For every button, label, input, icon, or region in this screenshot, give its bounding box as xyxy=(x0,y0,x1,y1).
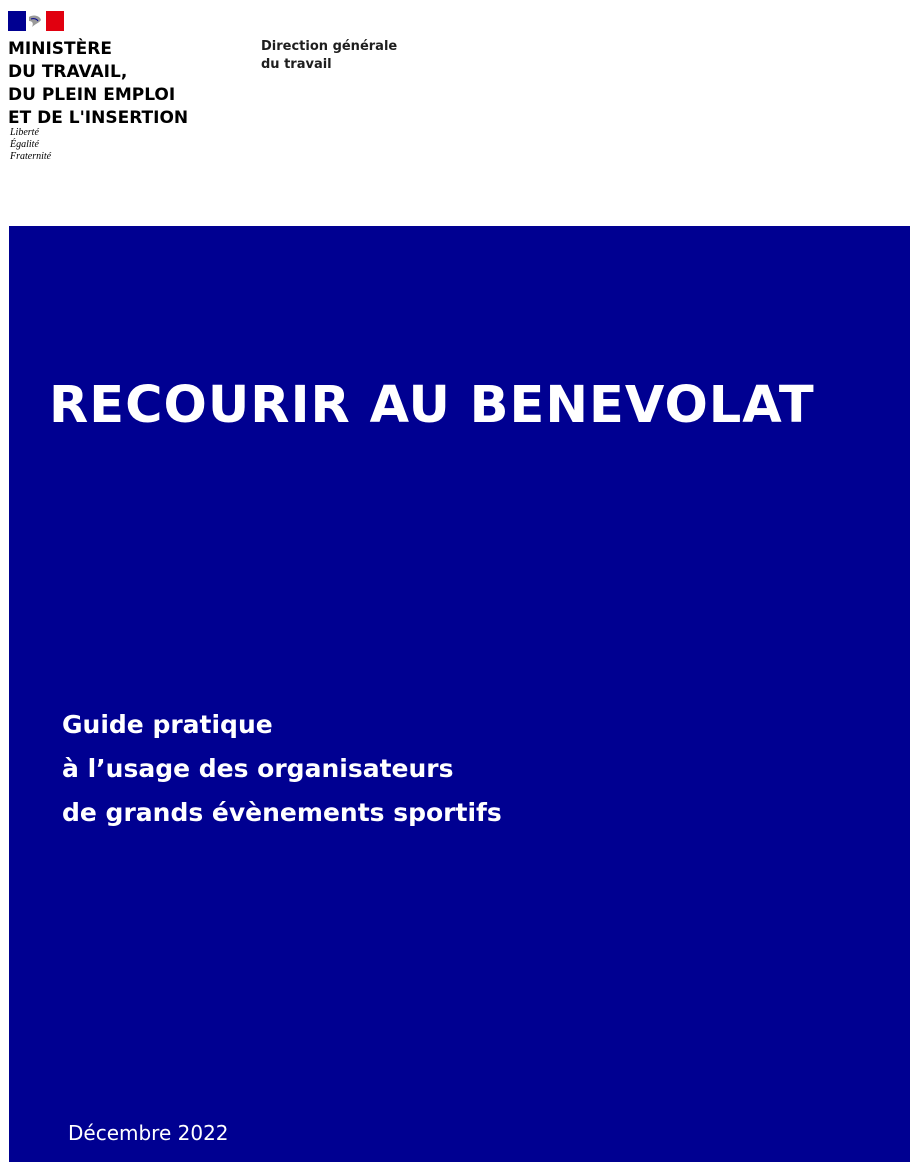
cover-title: RECOURIR AU BENEVOLAT xyxy=(49,376,815,435)
direction-line-1: Direction générale xyxy=(261,39,398,54)
cover-subtitle xyxy=(62,703,502,835)
subtitle-line-3: de grands évènements sportifs xyxy=(62,798,502,827)
motto-egalite: Égalité xyxy=(10,139,39,150)
subtitle-line-1: Guide pratique xyxy=(62,710,273,739)
motto-liberte: Liberté xyxy=(10,127,39,138)
document-header xyxy=(0,0,910,226)
marianne-flag-icon xyxy=(8,11,64,31)
motto-fraternite: Fraternité xyxy=(10,151,52,162)
ministry-name xyxy=(8,38,188,130)
ministry-line-2: DU TRAVAIL, xyxy=(8,62,128,82)
direction-name xyxy=(261,38,397,74)
subtitle-line-2: à l’usage des organisateurs xyxy=(62,754,454,783)
direction-line-2: du travail xyxy=(261,57,332,72)
republic-motto xyxy=(10,127,51,163)
cover-panel xyxy=(9,226,910,1162)
ministry-line-3: DU PLEIN EMPLOI xyxy=(8,85,176,105)
ministry-line-1: MINISTÈRE xyxy=(8,39,112,59)
ministry-line-4: ET DE L'INSERTION xyxy=(8,108,189,128)
publication-date: Décembre 2022 xyxy=(68,1121,229,1145)
